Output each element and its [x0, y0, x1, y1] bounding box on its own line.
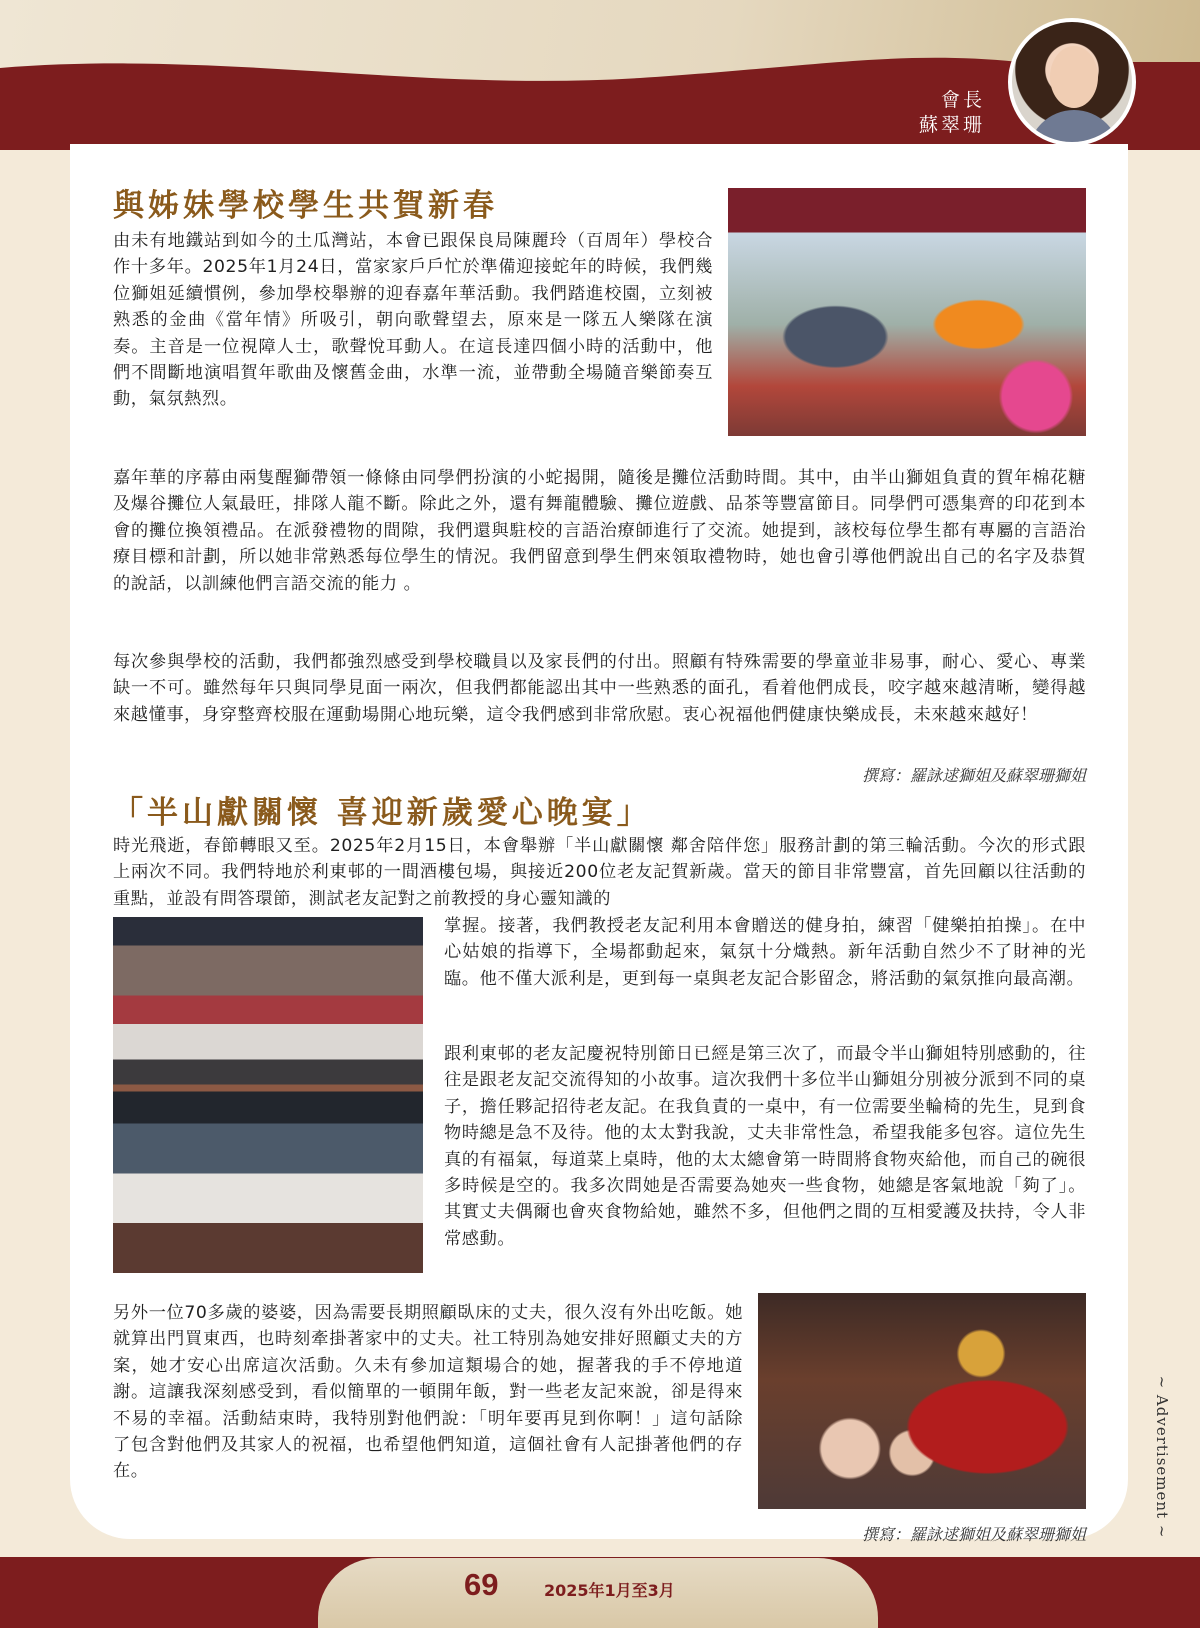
article2-paragraph-3: 另外一位70多歲的婆婆，因為需要長期照顧臥床的丈夫，很久沒有外出吃飯。她就算出門買東西，也時刻牽掛著家中的丈夫。社工特別為她安排好照顧丈夫的方案，她才安心出席這次活動。久未有參加這類場合的她，握著我的手不停地道謝。這讓我深刻感受到，看似簡單的一頓開年飯，對一些老友記來說，卻是得來不易的幸福。活動結束時，我特別對他們說：「明年要再見到你啊！」這句話除了包含對他們及其家人的祝福，也希望他們知道，這個社會有人記掛著他們的存在。: [113, 1303, 743, 1482]
president-portrait: [1008, 18, 1136, 146]
article1-paragraph-2: 嘉年華的序幕由兩隻醒獅帶領一條條由同學們扮演的小蛇揭開，隨後是攤位活動時間。其中，由半山獅姐負責的賀年棉花糖及爆谷攤位人氣最旺，排隊人龍不斷。除此之外，還有舞龍體驗、攤位遊戲、品茶等豐富節目。同學們可憑集齊的印花到本會的攤位換領禮品。在派發禮物的間隙，我們還與駐校的言語治療師進行了交流。她提到，該校每位學生都有專屬的言語治療目標和計劃，所以她非常熟悉每位學生的情況。我們留意到學生們來領取禮物時，她也會引導他們說出自己的名字及恭賀的說話，以訓練他們言語交流的能力 。: [113, 468, 1086, 594]
article1-credit: 撰寫：羅詠逑獅姐及蘇翠珊獅姐: [861, 766, 1086, 785]
president-name: 蘇翠珊: [918, 114, 985, 136]
article2-paragraph-2: 跟利東邨的老友記慶祝特別節日已經是第三次了，而最令半山獅姐特別感動的，往往是跟老友記交流得知的小故事。這次我們十多位半山獅姐分別被分派到不同的桌子，擔任夥記招待老友記。在我負責的一桌中，有一位需要坐輪椅的先生，見到食物時總是急不及待。他的太太對我說，丈夫非常性急，希望我能多包容。這位先生真的有福氣，每道菜上桌時，他的太太總會第一時間將食物夾給他，而自己的碗很多時候是空的。我多次問她是否需要為她夾一些食物，她總是客氣地說「夠了」。其實丈夫偶爾也會夾食物給她，雖然不多，但他們之間的互相愛護及扶持，令人非常感動。: [444, 1044, 1086, 1249]
article2-paragraph-1-continued: 掌握。接著，我們教授老友記利用本會贈送的健身拍，練習「健樂拍拍操」。在中心姑娘的指導下，全場都動起來，氣氛十分熾熱。新年活動自然少不了財神的光臨。他不僅大派利是，更到每一桌與老友記合影留念，將活動的氣氛推向最高潮。: [444, 916, 1086, 989]
issue-date: 2025年1月至3月: [544, 1581, 675, 1600]
article2-credit: 撰寫：羅詠逑獅姐及蘇翠珊獅姐: [861, 1525, 1086, 1544]
article1-paragraph-3: 每次參與學校的活動，我們都強烈感受到學校職員以及家長們的付出。照顧有特殊需要的學童並非易事，耐心、愛心、專業缺一不可。雖然每年只與同學見面一兩次，但我們都能認出其中一些熟悉的面孔，看着他們成長，咬字越來越清晰，變得越來越懂事，身穿整齊校服在運動場開心地玩樂，這令我們感到非常欣慰。衷心祝福他們健康快樂成長，未來越來越好！: [113, 652, 1086, 725]
article1-paragraph-1: 由未有地鐵站到如今的土瓜灣站，本會已跟保良局陳麗玲（百周年）學校合作十多年。2025年1月24日，當家家戶戶忙於準備迎接蛇年的時候，我們幾位獅姐延續慣例，參加學校舉辦的迎春嘉年華活動。我們踏進校園，立刻被熟悉的金曲《當年情》所吸引，朝向歌聲望去，原來是一隊五人樂隊在演奏。主音是一位視障人士，歌聲悅耳動人。在這長達四個小時的活動中，他們不間斷地演唱賀年歌曲及懷舊金曲，水準一流，並帶動全場隨音樂節奏互動，氣氛熱烈。: [113, 231, 713, 410]
advertisement-side-label: [1150, 1360, 1174, 1560]
god-of-wealth-photo: [758, 1293, 1086, 1509]
school-carnival-photo: [728, 188, 1086, 436]
article2-title: 「半山獻關懷 喜迎新歲愛心晚宴」: [112, 795, 652, 831]
advertisement-text: ~ Advertisement ~: [1153, 1375, 1171, 1539]
president-role: 會長: [940, 89, 985, 111]
president-label: [905, 88, 985, 138]
article2-paragraph-1: 時光飛逝，春節轉眼又至。2025年2月15日，本會舉辦「半山獻關懷 鄰舍陪伴您」服務計劃的第三輪活動。今次的形式跟上兩次不同。我們特地於利東邨的一間酒樓包場，與接近200位老友記賀新歲。當天的節目非常豐富，首先回顧以往活動的重點，並設有問答環節，測試老友記對之前教授的身心靈知識的: [113, 836, 1086, 909]
page-number: 69: [464, 1567, 499, 1602]
article1-title: 與姊妹學校學生共賀新春: [113, 188, 498, 224]
banquet-photo: [113, 917, 423, 1273]
